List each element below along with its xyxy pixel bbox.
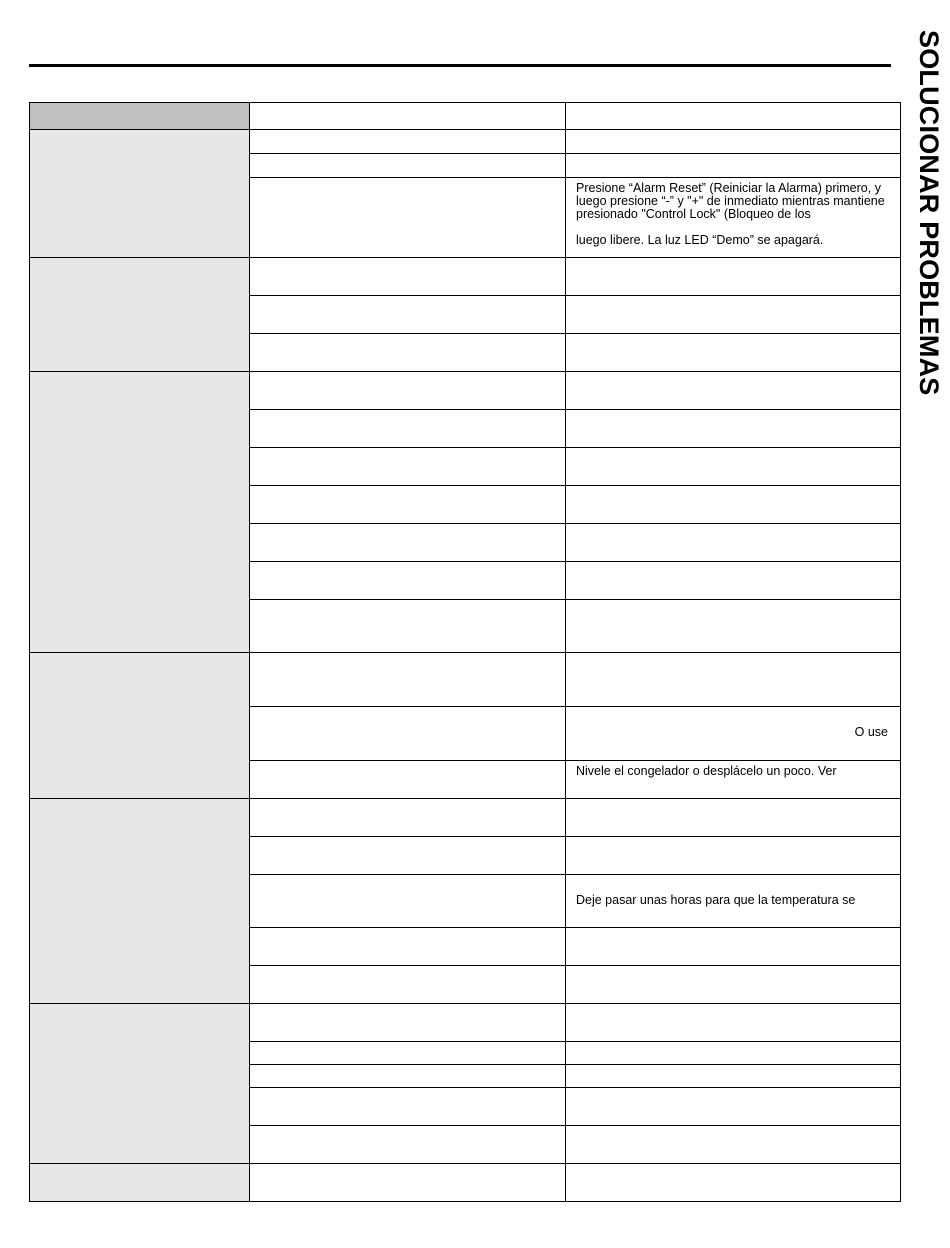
cause-cell: [250, 799, 566, 837]
cause-cell: [250, 928, 566, 966]
cause-cell: [250, 334, 566, 372]
solution-cell: [566, 1004, 901, 1042]
solution-cell: [566, 524, 901, 562]
solution-cell: [566, 1164, 901, 1202]
table-row: [30, 130, 901, 154]
problem-category-cell: [30, 372, 250, 653]
solution-text: Nivele el congelador o desplácelo un poco. Ver: [576, 764, 837, 778]
solution-cell: [566, 178, 901, 258]
solution-cell: [566, 130, 901, 154]
solution-text: Presione “Alarm Reset” (Reiniciar la Alarma) primero, y luego presione “-” y "+" de inmediato mientras mantiene presionado "Control Lock" (Bloqueo de los luego libere. La luz LED “Demo” se apagará.: [576, 181, 885, 247]
table-row: [30, 653, 901, 707]
cause-cell: [250, 1164, 566, 1202]
solution-cell: [566, 486, 901, 524]
problem-category-cell: [30, 130, 250, 258]
problem-category-cell: [30, 799, 250, 1004]
solution-cell: [566, 562, 901, 600]
header-solution-cell: [566, 103, 901, 130]
solution-cell: [566, 410, 901, 448]
table-header-row: [30, 103, 901, 130]
cause-cell: [250, 178, 566, 258]
cause-cell: [250, 130, 566, 154]
solution-cell: [566, 799, 901, 837]
problem-category-cell: [30, 1164, 250, 1202]
cause-cell: [250, 966, 566, 1004]
solution-cell: [566, 154, 901, 178]
solution-cell: [566, 837, 901, 875]
cause-cell: [250, 761, 566, 799]
cause-cell: [250, 410, 566, 448]
cause-cell: [250, 1088, 566, 1126]
solution-cell: [566, 372, 901, 410]
cause-cell: [250, 1065, 566, 1088]
solution-cell: [566, 334, 901, 372]
cause-cell: [250, 562, 566, 600]
solution-cell: [566, 296, 901, 334]
cause-cell: [250, 1126, 566, 1164]
solution-cell: [566, 966, 901, 1004]
solution-cell: [566, 1126, 901, 1164]
solution-cell: [566, 1065, 901, 1088]
table-row: [30, 1004, 901, 1042]
cause-cell: [250, 600, 566, 653]
troubleshooting-table: [29, 102, 901, 1202]
solution-text: O use: [854, 725, 888, 739]
solution-cell: [566, 875, 901, 928]
cause-cell: [250, 258, 566, 296]
table-body: [30, 130, 901, 1202]
solution-cell: [566, 258, 901, 296]
table-row: [30, 1164, 901, 1202]
solution-cell: [566, 707, 901, 761]
cause-cell: [250, 1042, 566, 1065]
cause-cell: [250, 875, 566, 928]
side-title-text: SOLUCIONAR PROBLEMAS: [914, 30, 944, 396]
cause-cell: [250, 372, 566, 410]
cause-cell: [250, 707, 566, 761]
cause-cell: [250, 448, 566, 486]
solution-cell: [566, 600, 901, 653]
header-problem-cell: [30, 103, 250, 130]
table-row: [30, 799, 901, 837]
cause-cell: [250, 837, 566, 875]
header-rule: [29, 64, 891, 67]
header-cause-cell: [250, 103, 566, 130]
solution-cell: [566, 928, 901, 966]
section-side-title: [914, 30, 944, 470]
cause-cell: [250, 486, 566, 524]
solution-text: Deje pasar unas horas para que la temperatura se: [576, 893, 856, 907]
cause-cell: [250, 653, 566, 707]
cause-cell: [250, 154, 566, 178]
cause-cell: [250, 1004, 566, 1042]
table-row: [30, 372, 901, 410]
cause-cell: [250, 296, 566, 334]
solution-cell: [566, 448, 901, 486]
solution-cell: [566, 1042, 901, 1065]
problem-category-cell: [30, 258, 250, 372]
solution-cell: [566, 761, 901, 799]
table-row: [30, 258, 901, 296]
problem-category-cell: [30, 653, 250, 799]
solution-cell: [566, 653, 901, 707]
solution-cell: [566, 1088, 901, 1126]
cause-cell: [250, 524, 566, 562]
problem-category-cell: [30, 1004, 250, 1164]
